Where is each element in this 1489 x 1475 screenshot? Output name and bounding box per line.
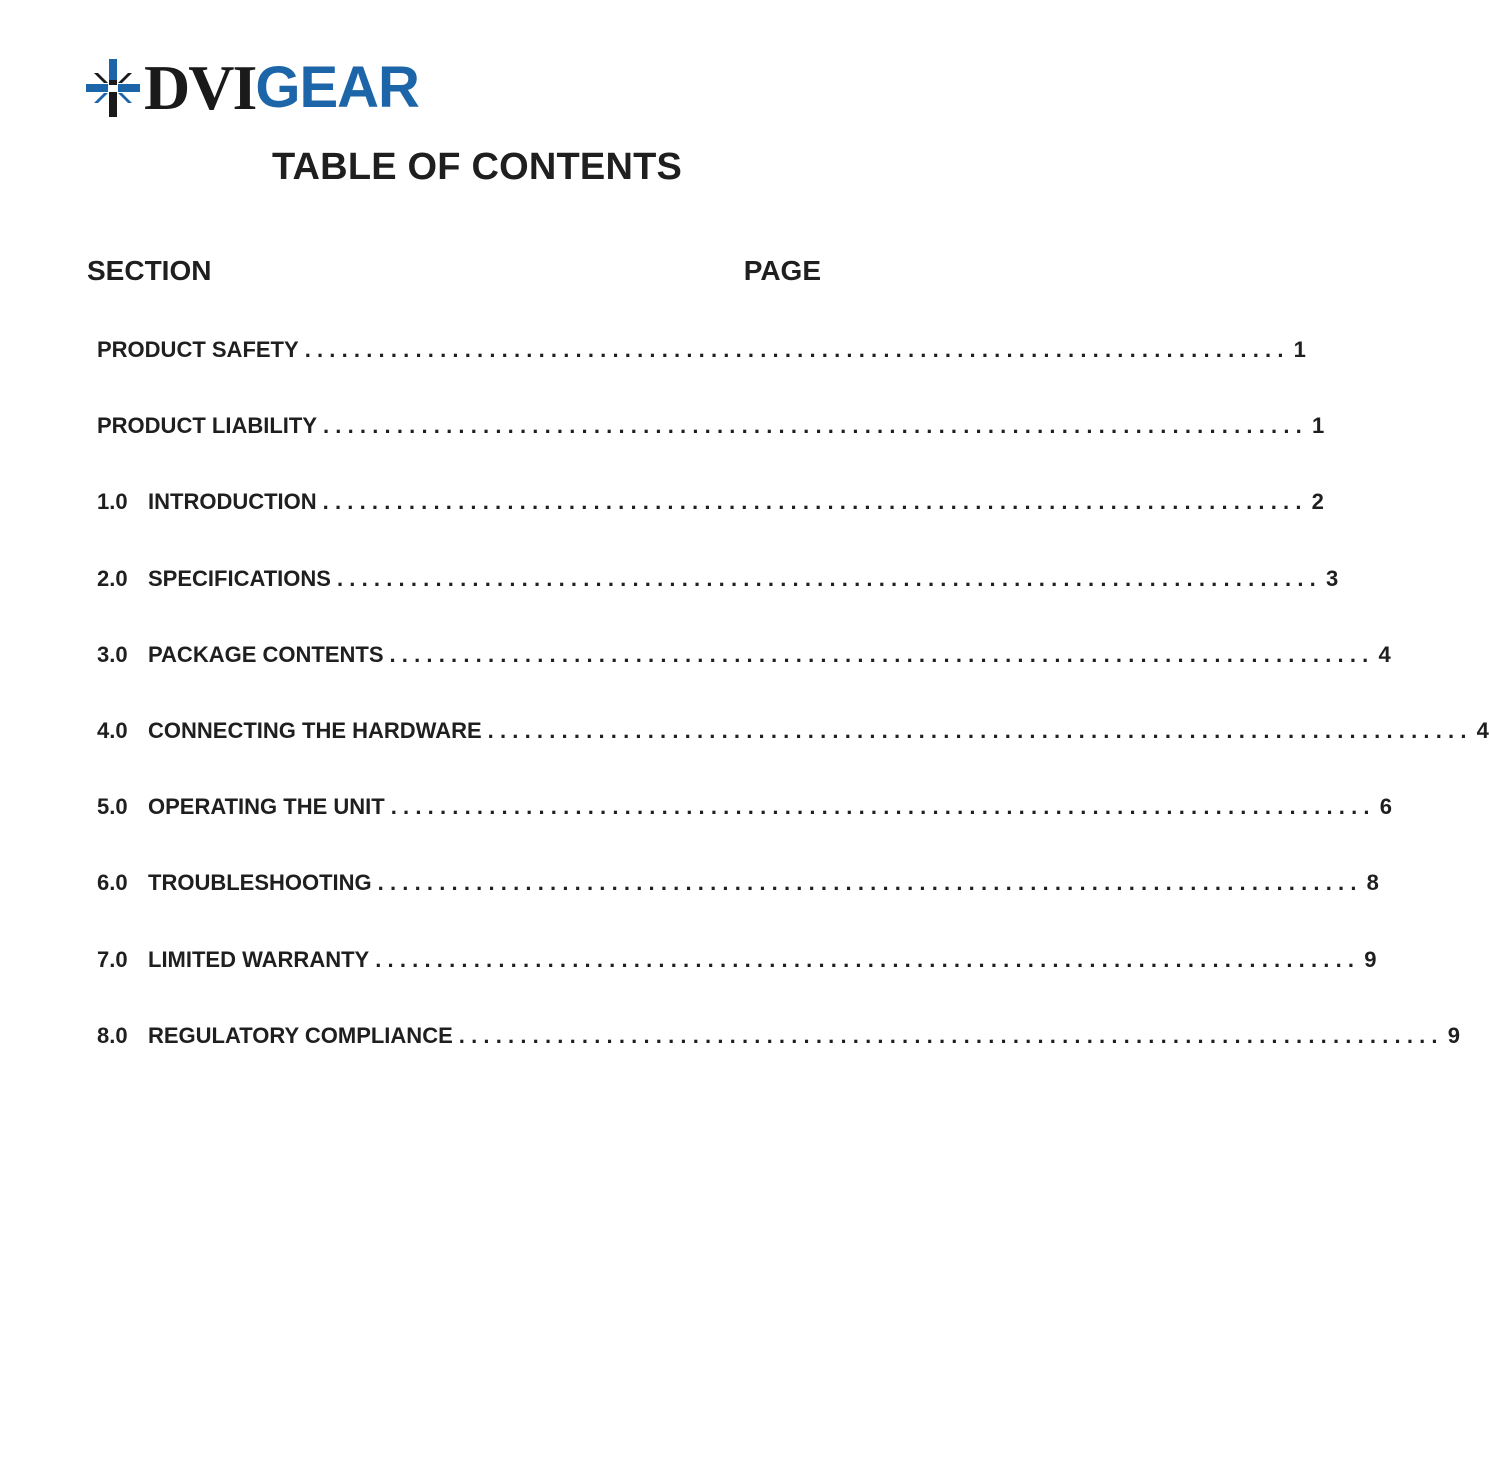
toc-entry-label: REGULATORY COMPLIANCE	[148, 1022, 453, 1048]
toc-entry[interactable]	[97, 637, 1391, 713]
dvigear-logo	[86, 52, 419, 123]
toc-dot-leader: ................................................................................	[304, 337, 1290, 362]
toc-entry-page: 8	[1366, 870, 1379, 896]
toc-list	[97, 332, 1489, 1094]
toc-entry[interactable]	[97, 865, 1379, 941]
toc-entry-page: 4	[1378, 641, 1391, 667]
toc-dot-leader: ................................................................................	[336, 565, 1322, 591]
toc-entry-label: SPECIFICATIONS	[148, 565, 331, 591]
toc-entry[interactable]	[97, 713, 1489, 789]
toc-entry[interactable]	[97, 484, 1324, 560]
toc-entry-number: 6.0	[97, 870, 128, 896]
toc-entry-page: 4	[1476, 717, 1489, 743]
toc-entry[interactable]	[97, 332, 1306, 408]
toc-entry-label: PRODUCT SAFETY	[97, 337, 299, 362]
toc-entry-number: 7.0	[97, 946, 128, 972]
cross-logo-icon	[86, 59, 140, 117]
toc-dot-leader: ................................................................................	[389, 641, 1375, 667]
toc-entry-number: 3.0	[97, 641, 128, 667]
toc-entry-page: 1	[1311, 413, 1325, 439]
toc-entry-label: INTRODUCTION	[148, 489, 317, 515]
toc-entry-label: LIMITED WARRANTY	[148, 946, 370, 972]
toc-entry[interactable]	[97, 789, 1392, 865]
toc-entry-label: OPERATING THE UNIT	[148, 794, 385, 820]
toc-entry-page: 1	[1293, 337, 1306, 362]
logo-text-dvi: DVI	[144, 52, 256, 123]
toc-entry-number: 5.0	[97, 794, 128, 820]
toc-entry-number: 8.0	[97, 1022, 128, 1048]
toc-entry-number: 1.0	[97, 489, 128, 515]
section-column-header: SECTION	[87, 255, 212, 286]
toc-dot-leader: ................................................................................	[322, 489, 1308, 515]
toc-entry-label: CONNECTING THE HARDWARE	[148, 717, 482, 743]
toc-entry-number: 2.0	[97, 565, 128, 591]
toc-dot-leader: ................................................................................	[377, 870, 1363, 896]
logo-text-gear: GEAR	[255, 55, 419, 120]
toc-entry[interactable]	[97, 1018, 1460, 1094]
page-column-header: PAGE	[743, 255, 821, 286]
toc-entry-label: PACKAGE CONTENTS	[148, 641, 384, 667]
toc-entry-label: PRODUCT LIABILITY	[97, 413, 317, 439]
toc-entry-page: 9	[1447, 1022, 1460, 1048]
toc-dot-leader: ................................................................................	[323, 413, 1308, 439]
toc-entry-number: 4.0	[97, 717, 128, 743]
toc-dot-leader: ................................................................................	[375, 946, 1361, 972]
toc-entry-page: 9	[1364, 946, 1377, 972]
toc-dot-leader: ................................................................................	[458, 1022, 1444, 1048]
toc-entry-page: 2	[1311, 489, 1324, 515]
toc-entry-page: 3	[1325, 565, 1339, 591]
toc-dot-leader: ................................................................................	[487, 717, 1473, 743]
toc-entry-page: 6	[1379, 794, 1392, 820]
toc-dot-leader: ................................................................................	[390, 794, 1376, 820]
toc-entry[interactable]	[97, 942, 1377, 1018]
toc-entry-label: TROUBLESHOOTING	[148, 870, 372, 896]
toc-entry[interactable]	[97, 561, 1339, 637]
toc-entry[interactable]	[97, 408, 1325, 484]
page-title: TABLE OF CONTENTS	[271, 146, 683, 188]
